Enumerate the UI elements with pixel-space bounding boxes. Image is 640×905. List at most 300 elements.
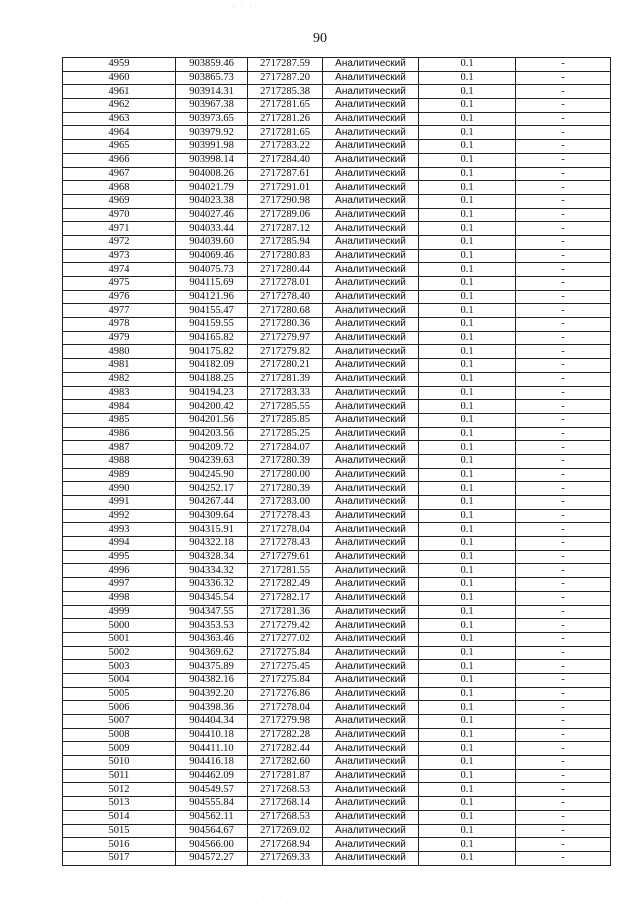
cell-note: - <box>516 742 611 756</box>
cell-y-coordinate: 2717282.49 <box>248 578 323 592</box>
cell-method: Аналитический <box>323 578 419 592</box>
cell-y-coordinate: 2717285.55 <box>248 400 323 414</box>
cell-point-number: 4989 <box>63 468 176 482</box>
cell-x-coordinate: 904267.44 <box>176 496 248 510</box>
table-row <box>63 660 611 674</box>
cell-note: - <box>516 372 611 386</box>
table-row <box>63 824 611 838</box>
cell-y-coordinate: 2717278.43 <box>248 509 323 523</box>
cell-note: - <box>516 838 611 852</box>
cell-error: 0.1 <box>419 783 516 797</box>
table-row <box>63 591 611 605</box>
cell-note: - <box>516 71 611 85</box>
table-row <box>63 715 611 729</box>
cell-error: 0.1 <box>419 222 516 236</box>
cell-note: - <box>516 728 611 742</box>
cell-y-coordinate: 2717287.61 <box>248 167 323 181</box>
cell-method: Аналитический <box>323 523 419 537</box>
cell-y-coordinate: 2717282.60 <box>248 756 323 770</box>
cell-x-coordinate: 904416.18 <box>176 756 248 770</box>
cell-point-number: 4961 <box>63 85 176 99</box>
table-row <box>63 756 611 770</box>
cell-method: Аналитический <box>323 797 419 811</box>
cell-x-coordinate: 903859.46 <box>176 58 248 72</box>
table-row <box>63 277 611 291</box>
cell-point-number: 4973 <box>63 249 176 263</box>
table-row <box>63 441 611 455</box>
cell-x-coordinate: 904075.73 <box>176 263 248 277</box>
cell-x-coordinate: 904564.67 <box>176 824 248 838</box>
cell-x-coordinate: 904411.10 <box>176 742 248 756</box>
cell-x-coordinate: 904039.60 <box>176 235 248 249</box>
cell-method: Аналитический <box>323 331 419 345</box>
table-row <box>63 181 611 195</box>
cell-point-number: 4995 <box>63 550 176 564</box>
cell-error: 0.1 <box>419 838 516 852</box>
cell-note: - <box>516 208 611 222</box>
table-row <box>63 222 611 236</box>
cell-x-coordinate: 904027.46 <box>176 208 248 222</box>
cell-y-coordinate: 2717282.44 <box>248 742 323 756</box>
coordinates-table <box>62 57 611 866</box>
cell-x-coordinate: 904382.16 <box>176 673 248 687</box>
cell-note: - <box>516 263 611 277</box>
cell-point-number: 5003 <box>63 660 176 674</box>
table-row <box>63 564 611 578</box>
table-row <box>63 783 611 797</box>
cell-note: - <box>516 400 611 414</box>
table-row <box>63 482 611 496</box>
cell-error: 0.1 <box>419 99 516 113</box>
cell-method: Аналитический <box>323 263 419 277</box>
cell-y-coordinate: 2717279.61 <box>248 550 323 564</box>
cell-error: 0.1 <box>419 277 516 291</box>
cell-x-coordinate: 903991.98 <box>176 140 248 154</box>
cell-x-coordinate: 904245.90 <box>176 468 248 482</box>
cell-error: 0.1 <box>419 578 516 592</box>
cell-method: Аналитический <box>323 85 419 99</box>
cell-error: 0.1 <box>419 345 516 359</box>
cell-method: Аналитический <box>323 167 419 181</box>
cell-point-number: 5011 <box>63 769 176 783</box>
cell-x-coordinate: 903973.65 <box>176 112 248 126</box>
cell-x-coordinate: 904155.47 <box>176 304 248 318</box>
cell-x-coordinate: 904562.11 <box>176 810 248 824</box>
table-row <box>63 112 611 126</box>
cell-y-coordinate: 2717281.36 <box>248 605 323 619</box>
table-row <box>63 263 611 277</box>
cell-method: Аналитический <box>323 810 419 824</box>
cell-x-coordinate: 904555.84 <box>176 797 248 811</box>
cell-y-coordinate: 2717289.06 <box>248 208 323 222</box>
cell-x-coordinate: 903914.31 <box>176 85 248 99</box>
cell-point-number: 4999 <box>63 605 176 619</box>
cell-point-number: 4965 <box>63 140 176 154</box>
cell-y-coordinate: 2717285.38 <box>248 85 323 99</box>
cell-error: 0.1 <box>419 331 516 345</box>
table-row <box>63 99 611 113</box>
cell-method: Аналитический <box>323 441 419 455</box>
cell-note: - <box>516 99 611 113</box>
cell-method: Аналитический <box>323 701 419 715</box>
cell-point-number: 4981 <box>63 359 176 373</box>
table-row <box>63 372 611 386</box>
cell-method: Аналитический <box>323 140 419 154</box>
cell-note: - <box>516 591 611 605</box>
cell-error: 0.1 <box>419 728 516 742</box>
cell-point-number: 4977 <box>63 304 176 318</box>
cell-error: 0.1 <box>419 208 516 222</box>
cell-y-coordinate: 2717279.42 <box>248 619 323 633</box>
cell-note: - <box>516 249 611 263</box>
cell-x-coordinate: 904315.91 <box>176 523 248 537</box>
cell-note: - <box>516 673 611 687</box>
cell-error: 0.1 <box>419 742 516 756</box>
cell-point-number: 5009 <box>63 742 176 756</box>
cell-method: Аналитический <box>323 413 419 427</box>
cell-method: Аналитический <box>323 222 419 236</box>
cell-point-number: 4969 <box>63 194 176 208</box>
cell-x-coordinate: 904252.17 <box>176 482 248 496</box>
cell-error: 0.1 <box>419 413 516 427</box>
cell-x-coordinate: 904334.32 <box>176 564 248 578</box>
cell-y-coordinate: 2717291.01 <box>248 181 323 195</box>
cell-y-coordinate: 2717281.87 <box>248 769 323 783</box>
cell-error: 0.1 <box>419 194 516 208</box>
cell-x-coordinate: 904462.09 <box>176 769 248 783</box>
cell-point-number: 5000 <box>63 619 176 633</box>
cell-y-coordinate: 2717280.68 <box>248 304 323 318</box>
cell-note: - <box>516 318 611 332</box>
cell-x-coordinate: 904328.34 <box>176 550 248 564</box>
cell-method: Аналитический <box>323 277 419 291</box>
cell-method: Аналитический <box>323 181 419 195</box>
cell-note: - <box>516 468 611 482</box>
table-row <box>63 687 611 701</box>
cell-method: Аналитический <box>323 359 419 373</box>
cell-error: 0.1 <box>419 673 516 687</box>
cell-method: Аналитический <box>323 605 419 619</box>
cell-point-number: 4994 <box>63 537 176 551</box>
cell-method: Аналитический <box>323 400 419 414</box>
cell-error: 0.1 <box>419 619 516 633</box>
cell-point-number: 4962 <box>63 99 176 113</box>
cell-note: - <box>516 140 611 154</box>
cell-point-number: 4986 <box>63 427 176 441</box>
cell-x-coordinate: 904549.57 <box>176 783 248 797</box>
cell-method: Аналитический <box>323 715 419 729</box>
cell-x-coordinate: 904188.25 <box>176 372 248 386</box>
cell-note: - <box>516 345 611 359</box>
cell-x-coordinate: 904309.64 <box>176 509 248 523</box>
cell-note: - <box>516 523 611 537</box>
cell-error: 0.1 <box>419 824 516 838</box>
cell-point-number: 4979 <box>63 331 176 345</box>
cell-x-coordinate: 904566.00 <box>176 838 248 852</box>
cell-error: 0.1 <box>419 304 516 318</box>
cell-y-coordinate: 2717268.53 <box>248 783 323 797</box>
cell-point-number: 5005 <box>63 687 176 701</box>
cell-method: Аналитический <box>323 345 419 359</box>
table-row <box>63 673 611 687</box>
cell-note: - <box>516 153 611 167</box>
cell-error: 0.1 <box>419 140 516 154</box>
cell-y-coordinate: 2717277.02 <box>248 632 323 646</box>
cell-error: 0.1 <box>419 550 516 564</box>
cell-note: - <box>516 386 611 400</box>
cell-y-coordinate: 2717287.59 <box>248 58 323 72</box>
table-row <box>63 851 611 865</box>
cell-method: Аналитический <box>323 249 419 263</box>
cell-y-coordinate: 2717284.07 <box>248 441 323 455</box>
cell-y-coordinate: 2717278.04 <box>248 523 323 537</box>
cell-x-coordinate: 904023.38 <box>176 194 248 208</box>
table-row <box>63 509 611 523</box>
cell-method: Аналитический <box>323 427 419 441</box>
cell-method: Аналитический <box>323 112 419 126</box>
cell-y-coordinate: 2717281.65 <box>248 99 323 113</box>
cell-note: - <box>516 632 611 646</box>
table-row <box>63 345 611 359</box>
cell-error: 0.1 <box>419 537 516 551</box>
cell-y-coordinate: 2717280.44 <box>248 263 323 277</box>
table-row <box>63 468 611 482</box>
cell-y-coordinate: 2717268.94 <box>248 838 323 852</box>
cell-y-coordinate: 2717281.26 <box>248 112 323 126</box>
table-row <box>63 331 611 345</box>
cell-note: - <box>516 660 611 674</box>
cell-note: - <box>516 85 611 99</box>
cell-note: - <box>516 769 611 783</box>
cell-method: Аналитический <box>323 126 419 140</box>
cell-point-number: 5004 <box>63 673 176 687</box>
cell-note: - <box>516 427 611 441</box>
cell-method: Аналитический <box>323 769 419 783</box>
cell-note: - <box>516 58 611 72</box>
cell-error: 0.1 <box>419 523 516 537</box>
cell-note: - <box>516 413 611 427</box>
cell-note: - <box>516 482 611 496</box>
cell-x-coordinate: 904375.89 <box>176 660 248 674</box>
cell-method: Аналитический <box>323 509 419 523</box>
cell-y-coordinate: 2717285.94 <box>248 235 323 249</box>
cell-x-coordinate: 903865.73 <box>176 71 248 85</box>
table-row <box>63 208 611 222</box>
cell-point-number: 4971 <box>63 222 176 236</box>
cell-x-coordinate: 904363.46 <box>176 632 248 646</box>
cell-point-number: 4959 <box>63 58 176 72</box>
cell-note: - <box>516 304 611 318</box>
cell-x-coordinate: 903967.38 <box>176 99 248 113</box>
cell-y-coordinate: 2717278.40 <box>248 290 323 304</box>
cell-x-coordinate: 904182.09 <box>176 359 248 373</box>
table-row <box>63 58 611 72</box>
cell-error: 0.1 <box>419 591 516 605</box>
cell-method: Аналитический <box>323 372 419 386</box>
cell-method: Аналитический <box>323 454 419 468</box>
cell-y-coordinate: 2717284.40 <box>248 153 323 167</box>
cell-error: 0.1 <box>419 441 516 455</box>
table-row <box>63 413 611 427</box>
cell-x-coordinate: 904121.96 <box>176 290 248 304</box>
cell-x-coordinate: 904369.62 <box>176 646 248 660</box>
cell-method: Аналитический <box>323 660 419 674</box>
cell-method: Аналитический <box>323 386 419 400</box>
cell-point-number: 4982 <box>63 372 176 386</box>
cell-x-coordinate: 904353.53 <box>176 619 248 633</box>
cell-error: 0.1 <box>419 427 516 441</box>
cell-x-coordinate: 904200.42 <box>176 400 248 414</box>
table-row <box>63 537 611 551</box>
table-row <box>63 797 611 811</box>
cell-note: - <box>516 112 611 126</box>
cell-error: 0.1 <box>419 153 516 167</box>
table-row <box>63 523 611 537</box>
cell-error: 0.1 <box>419 235 516 249</box>
table-row <box>63 454 611 468</box>
table-row <box>63 140 611 154</box>
scan-artifact: · · · · <box>262 892 293 901</box>
cell-y-coordinate: 2717281.39 <box>248 372 323 386</box>
cell-y-coordinate: 2717282.17 <box>248 591 323 605</box>
table-row <box>63 318 611 332</box>
table-row <box>63 400 611 414</box>
table-row <box>63 249 611 263</box>
cell-method: Аналитический <box>323 564 419 578</box>
cell-point-number: 5012 <box>63 783 176 797</box>
cell-y-coordinate: 2717282.28 <box>248 728 323 742</box>
cell-method: Аналитический <box>323 208 419 222</box>
cell-y-coordinate: 2717280.83 <box>248 249 323 263</box>
table-row <box>63 578 611 592</box>
cell-error: 0.1 <box>419 71 516 85</box>
cell-error: 0.1 <box>419 687 516 701</box>
cell-method: Аналитический <box>323 290 419 304</box>
cell-error: 0.1 <box>419 85 516 99</box>
cell-point-number: 5010 <box>63 756 176 770</box>
cell-y-coordinate: 2717283.33 <box>248 386 323 400</box>
cell-x-coordinate: 904201.56 <box>176 413 248 427</box>
cell-x-coordinate: 904033.44 <box>176 222 248 236</box>
cell-note: - <box>516 235 611 249</box>
table-row <box>63 550 611 564</box>
cell-error: 0.1 <box>419 605 516 619</box>
cell-note: - <box>516 194 611 208</box>
cell-note: - <box>516 496 611 510</box>
cell-point-number: 4960 <box>63 71 176 85</box>
cell-y-coordinate: 2717275.84 <box>248 673 323 687</box>
table-row <box>63 728 611 742</box>
cell-note: - <box>516 454 611 468</box>
table-row <box>63 71 611 85</box>
cell-error: 0.1 <box>419 715 516 729</box>
cell-point-number: 5001 <box>63 632 176 646</box>
cell-point-number: 4967 <box>63 167 176 181</box>
cell-point-number: 4963 <box>63 112 176 126</box>
table-row <box>63 496 611 510</box>
table-row <box>63 194 611 208</box>
table-row <box>63 153 611 167</box>
cell-point-number: 4984 <box>63 400 176 414</box>
cell-x-coordinate: 904572.27 <box>176 851 248 865</box>
table-row <box>63 769 611 783</box>
table-row <box>63 304 611 318</box>
table-row <box>63 290 611 304</box>
cell-x-coordinate: 904345.54 <box>176 591 248 605</box>
cell-point-number: 4990 <box>63 482 176 496</box>
cell-y-coordinate: 2717283.22 <box>248 140 323 154</box>
cell-method: Аналитический <box>323 756 419 770</box>
cell-note: - <box>516 126 611 140</box>
cell-note: - <box>516 810 611 824</box>
cell-point-number: 4985 <box>63 413 176 427</box>
cell-method: Аналитический <box>323 632 419 646</box>
cell-error: 0.1 <box>419 496 516 510</box>
cell-error: 0.1 <box>419 372 516 386</box>
cell-x-coordinate: 904203.56 <box>176 427 248 441</box>
cell-note: - <box>516 646 611 660</box>
cell-error: 0.1 <box>419 318 516 332</box>
cell-note: - <box>516 619 611 633</box>
cell-note: - <box>516 605 611 619</box>
cell-point-number: 5006 <box>63 701 176 715</box>
cell-point-number: 5002 <box>63 646 176 660</box>
cell-point-number: 4992 <box>63 509 176 523</box>
cell-point-number: 4978 <box>63 318 176 332</box>
cell-point-number: 5014 <box>63 810 176 824</box>
cell-note: - <box>516 564 611 578</box>
cell-error: 0.1 <box>419 851 516 865</box>
cell-point-number: 4991 <box>63 496 176 510</box>
cell-note: - <box>516 290 611 304</box>
table-row <box>63 605 611 619</box>
cell-x-coordinate: 904159.55 <box>176 318 248 332</box>
cell-point-number: 4966 <box>63 153 176 167</box>
cell-method: Аналитический <box>323 235 419 249</box>
cell-y-coordinate: 2717269.33 <box>248 851 323 865</box>
cell-point-number: 4993 <box>63 523 176 537</box>
cell-point-number: 5008 <box>63 728 176 742</box>
cell-method: Аналитический <box>323 482 419 496</box>
cell-y-coordinate: 2717280.21 <box>248 359 323 373</box>
cell-error: 0.1 <box>419 769 516 783</box>
cell-point-number: 4975 <box>63 277 176 291</box>
cell-y-coordinate: 2717287.12 <box>248 222 323 236</box>
table-row <box>63 619 611 633</box>
cell-y-coordinate: 2717285.85 <box>248 413 323 427</box>
cell-note: - <box>516 167 611 181</box>
cell-note: - <box>516 687 611 701</box>
cell-error: 0.1 <box>419 249 516 263</box>
table-row <box>63 427 611 441</box>
cell-x-coordinate: 904021.79 <box>176 181 248 195</box>
cell-note: - <box>516 851 611 865</box>
cell-method: Аналитический <box>323 550 419 564</box>
cell-x-coordinate: 903998.14 <box>176 153 248 167</box>
cell-y-coordinate: 2717278.01 <box>248 277 323 291</box>
table-row <box>63 386 611 400</box>
cell-method: Аналитический <box>323 318 419 332</box>
cell-point-number: 4968 <box>63 181 176 195</box>
cell-y-coordinate: 2717268.14 <box>248 797 323 811</box>
table-body <box>63 58 611 866</box>
cell-error: 0.1 <box>419 756 516 770</box>
table-row <box>63 359 611 373</box>
cell-method: Аналитический <box>323 99 419 113</box>
cell-point-number: 4998 <box>63 591 176 605</box>
cell-point-number: 4983 <box>63 386 176 400</box>
cell-error: 0.1 <box>419 646 516 660</box>
